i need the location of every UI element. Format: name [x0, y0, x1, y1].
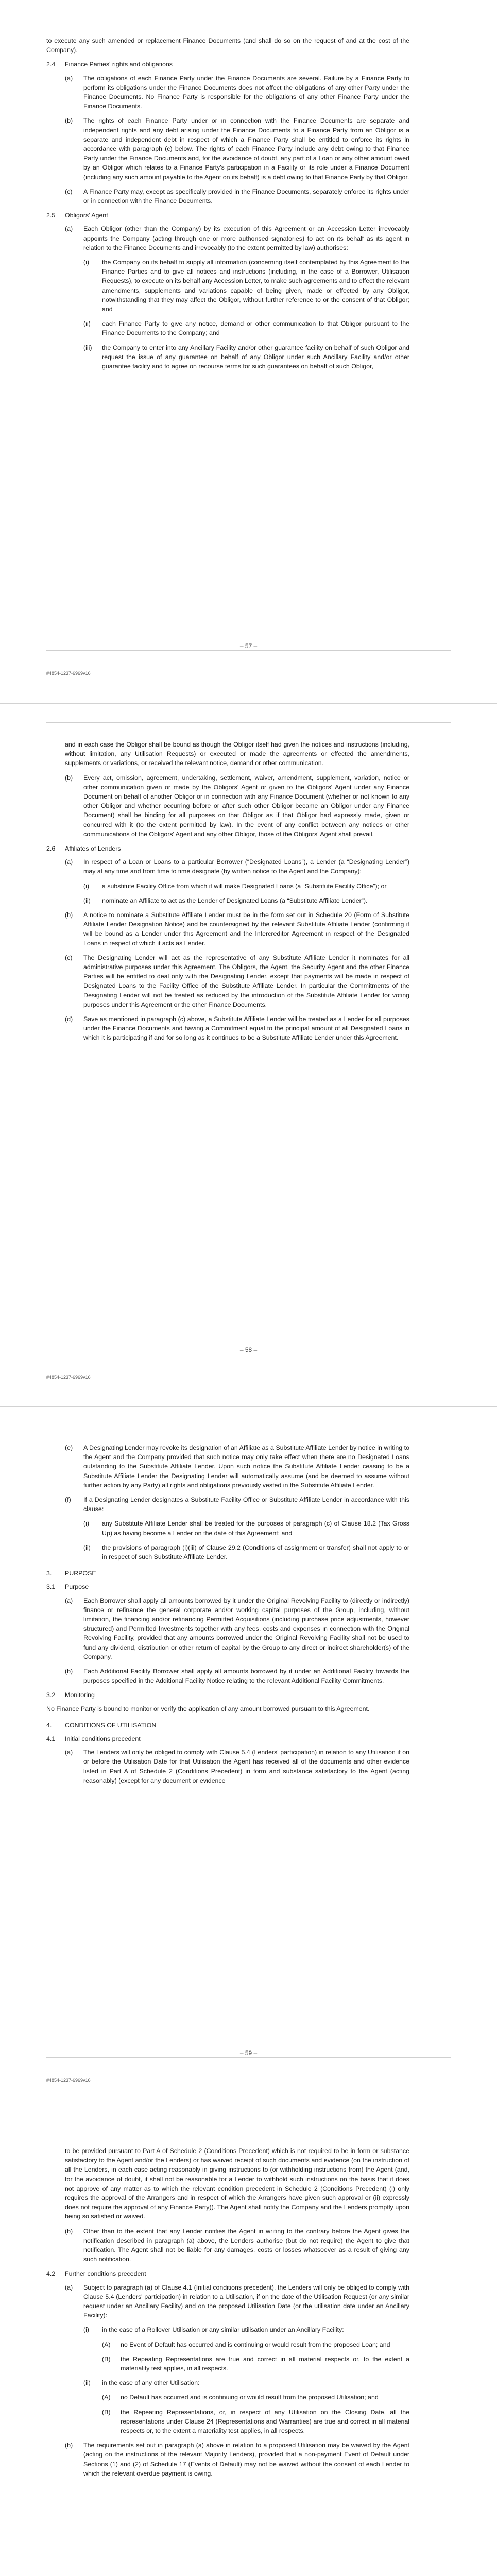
item-text: Each Obligor (other than the Company) by its execution of this Agreement or an Accession Letter irrevocably appoints the Company (acting through one or more authorised signatories) to act on its behalf as its agent in relation to the Finance Documents and irrevocably (to the extent permitted by law) authorises: [83, 225, 409, 251]
item-text: nominate an Affiliate to act as the Lender of Designated Loans (a “Substitute Affiliate Lender”). [102, 896, 368, 904]
item-text: the Repeating Representations are true and correct in all material respects or, to the extent a materiality test applies, in all respects. [121, 2355, 409, 2372]
page-number [0, 1346, 497, 1353]
document-page [0, 703, 497, 1406]
clause-number: 4.2 [46, 2270, 56, 2278]
item-label: (a) [65, 2283, 73, 2291]
item-text: In respect of a Loan or Loans to a particular Borrower (“Designated Loans”), a Lender (a “Designating Lender”) may at any time and from time to time designate (by written notice to the Agent and the Company): [83, 858, 409, 875]
clause-item [46, 2408, 409, 2436]
clause-heading [46, 1734, 409, 1743]
page-number [0, 2049, 497, 2057]
item-text: in the case of a Rollover Utilisation or any similar utilisation under an Ancillary Facility: [102, 2326, 344, 2334]
item-label: (B) [102, 2355, 111, 2363]
document-reference: #4854-1237-6969v16 [46, 1375, 91, 1380]
item-label: (b) [65, 2442, 73, 2449]
item-label: (i) [83, 259, 90, 266]
item-label: (b) [65, 117, 73, 125]
item-label: (b) [65, 774, 73, 782]
item-label: (f) [65, 1496, 71, 1504]
item-text: The requirements set out in paragraph (a) above in relation to a proposed Utilisation may be waived by the Agent (acting on the instructions of the relevant Majority Lenders), provided that a non-payment Event of Default under Sections (1) and (2) of Schedule 17 (Events of Default) may not be waived without the consent of each Lender to which the relevant overdue payment is owing. [83, 2442, 409, 2477]
item-label: (ii) [83, 320, 91, 328]
document-page [0, 2110, 497, 2576]
item-label: (b) [65, 1668, 73, 1675]
item-text: A Finance Party may, except as specifically provided in the Finance Documents, separately enforce its rights under or in connection with the Finance Documents. [83, 188, 409, 205]
item-label: (a) [65, 225, 73, 233]
item-text: the Repeating Representations, or, in respect of any Utilisation on the Closing Date, all the representations under Clause 24 (Representations and Warranties) are true and correct in all material respects or, to the extent a materiality test applies, in all respects. [121, 2408, 409, 2435]
item-text: the Company to enter into any Ancillary Facility and/or other guarantee facility on behalf of such Obligor and request the issue of any guarantee on behalf of any Obligor under such Ancillary Facility and/or other guarantee facility and to agree on recourse terms for such guarantees on behalf of such Obligor, [102, 344, 409, 370]
clause-title: Finance Parties' rights and obligations [65, 61, 173, 69]
clause-item [46, 2227, 409, 2264]
item-label: (a) [65, 74, 73, 82]
clause-item [46, 1014, 409, 1043]
item-text: Save as mentioned in paragraph (c) above, a Substitute Affiliate Lender will be treated as a Lender for all purposes under the Finance Documents and having a Commitment equal to the principal amount of all Designated Loans in which it is participating if and for so long as it continues to be a Substitute Affiliate Lender under this Agreement. [83, 1015, 409, 1042]
page-top-rule [46, 722, 451, 723]
clause-heading [46, 844, 409, 853]
item-text: The Lenders will only be obliged to comply with Clause 5.4 (Lenders' participation) in relation to any Utilisation if on or before the Utilisation Date for that Utilisation the Agent has received all of the documents and other evidence listed in Part A of Schedule 2 (Conditions Precedent) in form and substance satisfactory to the Agent (acting reasonably) (except for any document or evidence [83, 1749, 409, 1784]
item-label: (d) [65, 1015, 73, 1023]
item-label: (c) [65, 188, 73, 195]
item-text: the Company on its behalf to supply all information (concerning itself contemplated by this Agreement to the Finance Parties and to give all notices and instructions (including, in the case of a Borrower, Utilisation Requests), to execute on its behalf any Accession Letter, to make such agreements and to effect the relevant amendments, supplements and variations capable of being given, made or effected by any Obligor, notwithstanding that they may affect the Obligor, without further reference to or the consent of that Obligor; and [102, 259, 409, 313]
item-label: (b) [65, 911, 73, 919]
item-text: each Finance Party to give any notice, demand or other communication to that Obligor pursuant to the Finance Documents to the Company; and [102, 320, 409, 337]
page-content [46, 1443, 409, 1785]
item-text: The obligations of each Finance Party under the Finance Documents are several. Failure by a Finance Party to perform its obligations under the Finance Documents does not affect the obligations of any other Party under the Finance Documents. No Finance Party is responsible for the obligations of any other Finance Party under the Finance Documents. [83, 74, 409, 110]
item-label: (i) [83, 1520, 90, 1528]
clause-item [46, 2393, 409, 2402]
page-bottom-rule [46, 2057, 451, 2058]
document-reference: #4854-1237-6969v16 [46, 671, 91, 676]
clause-title: PURPOSE [65, 1570, 96, 1578]
page-bottom-rule [46, 650, 451, 651]
clause-number: 2.4 [46, 61, 56, 69]
page-number-text: – 57 – [237, 642, 260, 650]
item-label: (B) [102, 2408, 111, 2416]
item-text: A notice to nominate a Substitute Affiliate Lender must be in the form set out in Schedule 20 (Form of Substitute Affiliate Lender Designation Notice) and be countersigned by the relevant Substitute Affiliate Lender (confirming it will be bound as a Lender under this Agreement and the Intercreditor Agreement in respect of the Designated Loans in respect of which it acts as Lender. [83, 911, 409, 947]
item-label: (iii) [83, 344, 92, 351]
clause-item [46, 896, 409, 905]
document-reference: #4854-1237-6969v16 [46, 2078, 91, 2083]
item-label: (ii) [83, 2379, 91, 2387]
clause-number: 4. [46, 1721, 52, 1729]
item-text: If a Designating Lender designates a Substitute Facility Office or Substitute Affiliate Lender in accordance with this clause: [83, 1496, 409, 1513]
clause-item [46, 1443, 409, 1490]
clause-heading [46, 1582, 409, 1591]
item-label: (c) [65, 954, 73, 961]
clause-title: Affiliates of Lenders [65, 845, 121, 853]
clause-item [46, 2325, 409, 2334]
clause-heading [46, 2269, 409, 2278]
clause-item [46, 343, 409, 371]
clause-item [46, 1596, 409, 1662]
clause-title: Purpose [65, 1583, 89, 1591]
item-label: (i) [83, 2326, 90, 2334]
item-label: (a) [65, 858, 73, 866]
clause-item [46, 1748, 409, 1785]
item-text: Other than to the extent that any Lender notifies the Agent in writing to the contrary before the Agent gives the notification described in paragraph (a) above, the Lenders authorise (but do not require) the Agent to give that notification. The Agent shall not be liable for any damages, costs or losses whatsoever as a result of giving any such notification. [83, 2227, 409, 2263]
item-text: no Default has occurred and is continuing or would result from the proposed Utilisation; and [121, 2394, 379, 2401]
page-number [0, 642, 497, 650]
clause-item [46, 953, 409, 1009]
item-text: The rights of each Finance Party under or in connection with the Finance Documents are separate and independent rights and any debt arising under the Finance Documents to a Finance Party from an Obligor is a separate and independent debt in respect of which a Finance Party shall be entitled to enforce its rights in accordance with paragraph (c) below. The rights of each Finance Party include any debt owing to that Finance Party under the Finance Documents and, for the avoidance of doubt, any part of a Loan or any other amount owed by an Obligor which relates to a Finance Party's participation in a Facility or its role under a Finance Document (including any such amount payable to the Agent on its behalf) is a debt owing to that Finance Party by that Obligor. [83, 117, 409, 181]
clause-title: CONDITIONS OF UTILISATION [65, 1721, 157, 1729]
clause-heading [46, 1721, 409, 1730]
body-paragraph: No Finance Party is bound to monitor or verify the application of any amount borrowed pursuant to this Agreement. [46, 1705, 370, 1713]
item-label: (e) [65, 1444, 73, 1451]
item-label: (A) [102, 2394, 111, 2401]
clause-item [46, 2378, 409, 2387]
item-label: (ii) [83, 1544, 91, 1551]
item-label: (a) [65, 1749, 73, 1756]
page-content [46, 36, 409, 371]
item-label: (b) [65, 2227, 73, 2235]
item-text: Each Borrower shall apply all amounts borrowed by it under the Original Revolving Facility to (directly or indirectly) finance or refinance the general corporate and/or working capital purposes of the Group, including, without limitation, the financing and/or refinancing Permitted Acquisitions (including purchase price adjustments, however structured) and Permitted Investments together with any fees, costs and expenses in connection with the Original Revolving Facility, provided that any amounts borrowed under the Original Revolving Facility shall not be used to fund any dividend, distribution or other return of capital by the Group to any direct or indirect shareholder(s) of the Company. [83, 1597, 409, 1660]
clause-number: 3.1 [46, 1583, 56, 1591]
clause-heading [46, 1690, 409, 1700]
item-text: Each Additional Facility Borrower shall apply all amounts borrowed by it under an Additional Facility towards the purposes specified in the Additional Facility Notice relating to the relevant Additional Facility Commitments. [83, 1668, 409, 1685]
clause-item [46, 882, 409, 891]
clause-item [46, 1495, 409, 1514]
clause-item [46, 2340, 409, 2349]
clause-item [46, 1667, 409, 1685]
clause-item [46, 74, 409, 111]
clause-item [46, 224, 409, 252]
page-number-text: – 58 – [237, 1346, 260, 1353]
item-label: (i) [83, 882, 90, 890]
item-label: (a) [65, 1597, 73, 1604]
clause-item [46, 910, 409, 948]
clause-item [46, 1519, 409, 1537]
body-paragraph: and in each case the Obligor shall be bound as though the Obligor itself had given the notices and instructions (including, without limitation, any Utilisation Requests) or executed or made the agreements or effected the amendments, supplements or variations, or received the relevant notice, demand or other communication. [65, 741, 409, 767]
clause-item [46, 857, 409, 876]
clause-item [46, 258, 409, 314]
item-label: (ii) [83, 896, 91, 904]
clause-title: Further conditions precedent [65, 2270, 146, 2278]
clause-title: Monitoring [65, 1691, 95, 1699]
clause-item [46, 1543, 409, 1562]
clause-title: Obligors' Agent [65, 212, 108, 219]
item-text: The Designating Lender will act as the representative of any Substitute Affiliate Lender it nominates for all administrative purposes under this Agreement. The Obligors, the Agent, the Security Agent and the other Finance Parties will be entitled to deal only with the Designating Lender, except that payments will be made in respect of Designated Loans to the Facility Office of the Substitute Affiliate Lender. In particular the Commitments of the Designating Lender will not be treated as reduced by the introduction of the Substitute Affiliate Lender for voting purposes under this Agreement or the other Finance Documents. [83, 954, 409, 1008]
body-paragraph: to execute any such amended or replacement Finance Documents (and shall do so on the request of and at the cost of the Company). [46, 37, 409, 54]
item-text: in the case of any other Utilisation: [102, 2379, 200, 2387]
clause-number: 3.2 [46, 1691, 56, 1699]
page-content [46, 740, 409, 1043]
clause-number: 4.1 [46, 1735, 56, 1743]
clause-item [46, 773, 409, 839]
item-text: a substitute Facility Office from which it will make Designated Loans (a “Substitute Facility Office”); or [102, 882, 387, 890]
page-number-text: – 59 – [237, 2049, 260, 2057]
clause-item [46, 2441, 409, 2478]
body-paragraph: to be provided pursuant to Part A of Schedule 2 (Conditions Precedent) which is not required to be in form or substance satisfactory to the Agent and/or the Lenders) or has waived receipt of such documents and evidence (on the instruction of all the Lenders, in each case acting reasonably in giving instructions to (or withholding instructions from) the Agent (and, for the avoidance of doubt, it shall not be reasonable for a Lender to withhold such instructions on the basis that it does not approve of any matter as to which the relevant condition precedent in Schedule 2 (Conditions Precedent) (i) only requires the approval of the Arrangers and in respect of which the Arrangers have given such approval or (ii) expressly does not require the approval of any Finance Party)). The Agent shall notify the Company and the Lenders promptly upon being so satisfied or waived. [65, 2147, 409, 2221]
document-page [0, 1406, 497, 2110]
clause-heading [46, 1569, 409, 1578]
clause-number: 2.5 [46, 212, 56, 219]
page-content [46, 2146, 409, 2478]
clause-item [46, 116, 409, 181]
clause-heading [46, 211, 409, 220]
clause-number: 2.6 [46, 845, 56, 853]
clause-item [46, 2354, 409, 2373]
clause-title: Initial conditions precedent [65, 1735, 141, 1743]
item-text: Every act, omission, agreement, undertaking, settlement, waiver, amendment, supplement, variation, notice or other communication given or made by the Obligors' Agent or given to the Obligors' Agent under any Finance Document on behalf of another Obligor or in connection with any Finance Document (whether or not known to any other Obligor and whether occurring before or after such other Obligor became an Obligor under any Finance Document) shall be binding for all purposes on that Obligor as if that Obligor had expressly made, given or concurred with it (to the extent permitted by law). In the event of any conflict between any notices or other communications of the Obligors' Agent and any other Obligor, those of the Obligors' Agent shall prevail. [83, 774, 409, 838]
document-page [0, 0, 497, 703]
clause-heading [46, 60, 409, 69]
item-text: A Designating Lender may revoke its designation of an Affiliate as a Substitute Affiliate Lender by notice in writing to the Agent and the Company provided that such notice may only take effect when there are no Designated Loans outstanding to the Substitute Affiliate Lender. Upon such notice the Substitute Affiliate Lender ceasing to be a Substitute Affiliate Lender the Designating Lender will automatically assume (and be deemed to assume without further action by any Party) all rights and obligations previously vested in the Substitute Affiliate Lender. [83, 1444, 409, 1489]
clause-item [46, 187, 409, 206]
clause-number: 3. [46, 1570, 52, 1578]
item-text: no Event of Default has occurred and is continuing or would result from the proposed Loan; and [121, 2341, 390, 2348]
item-text: Subject to paragraph (a) of Clause 4.1 (Initial conditions precedent), the Lenders will only be obliged to comply with Clause 5.4 (Lenders' participation) in relation to a Utilisation, if on the date of the Utilisation Request (or any similar request under an Ancillary Facility) and on the proposed Utilisation Date (or the utilisation date under an Ancillary Facility): [83, 2283, 409, 2319]
item-text: any Substitute Affiliate Lender shall be treated for the purposes of paragraph (c) of Clause 18.2 (Tax Gross Up) as having become a Lender on the date of this Agreement; and [102, 1520, 409, 1537]
item-text: the provisions of paragraph (i)(iii) of Clause 29.2 (Conditions of assignment or transfer) shall not apply to or in respect of such Substitute Affiliate Lender. [102, 1544, 409, 1561]
clause-item [46, 319, 409, 337]
item-label: (A) [102, 2341, 111, 2348]
clause-item [46, 2283, 409, 2320]
